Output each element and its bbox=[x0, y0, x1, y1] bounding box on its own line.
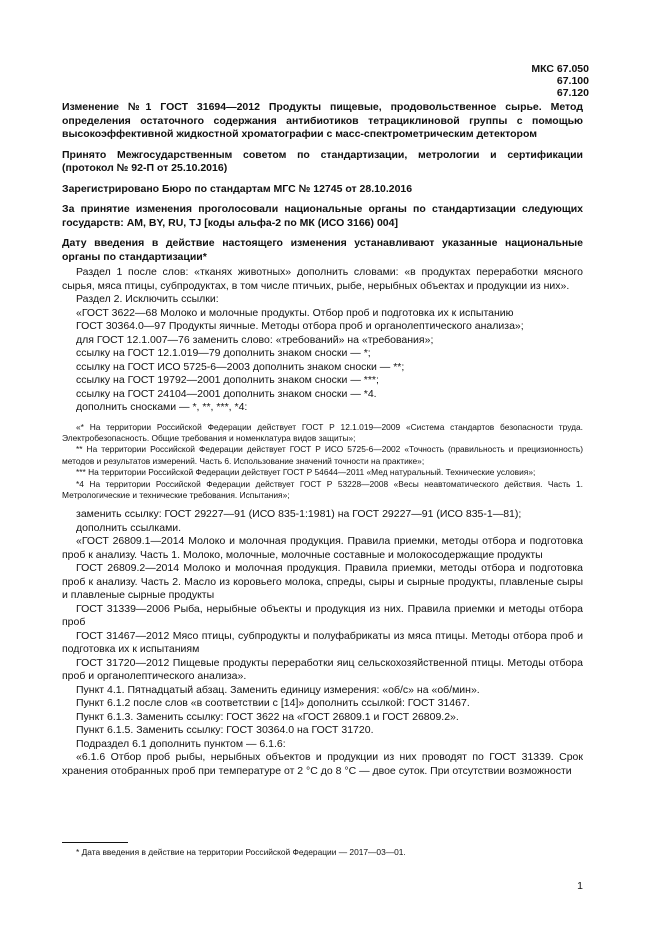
paragraph: Пункт 6.1.2 после слов «в соответствии с [14]» дополнить ссылкой: ГОСТ 31467. bbox=[76, 697, 470, 710]
inline-footnotes bbox=[62, 422, 583, 502]
mks-code: МКС 67.050 bbox=[531, 63, 589, 75]
mks-code: 67.100 bbox=[556, 75, 589, 87]
page-footnote: * Дата введения в действие на территории Российской Федерации — 2017—03—01. bbox=[76, 847, 406, 857]
paragraph: ссылку на ГОСТ 24104—2001 дополнить знаком сноски — *4. bbox=[76, 387, 377, 400]
paragraph: дополнить ссылками. bbox=[76, 521, 182, 534]
registration-statement: Зарегистрировано Бюро по стандартам МГС № 12745 от 28.10.2016 bbox=[62, 182, 413, 195]
classification-codes bbox=[531, 63, 589, 99]
introduction-date-statement: Дату введения в действие настоящего изменения устанавливают указанные национальные органы по стандартизации* bbox=[62, 237, 583, 263]
paragraph: Пункт 4.1. Пятнадцатый абзац. Заменить единицу измерения: «об/с» на «об/мин». bbox=[76, 683, 480, 696]
paragraph: «ГОСТ 26809.1—2014 Молоко и молочная продукция. Правила приемки, методы отбора и подготовка проб к анализу. Часть 1. Молоко, молочные, молочные составные и молокосодержащие продукты bbox=[62, 535, 583, 561]
adopted-statement: Принято Межгосударственным советом по стандартизации, метрологии и сертификации (протокол № 92-П от 25.10.2016) bbox=[62, 148, 583, 174]
paragraph: дополнить сносками — *, **, ***, *4: bbox=[76, 401, 248, 413]
paragraph: ГОСТ 26809.2—2014 Молоко и молочная продукция. Правила приемки, методы отбора и подготовка проб к анализу. Часть 2. Масло из коровьего молока, спреды, сыры и сырные продукты, плавленые сыры и плавленые сырные продукты bbox=[62, 562, 583, 602]
mks-code: 67.120 bbox=[556, 87, 589, 99]
paragraph: ГОСТ 30364.0—97 Продукты яичные. Методы отбора проб и органолептического анализа»; bbox=[76, 320, 524, 332]
footnote-divider bbox=[62, 842, 128, 843]
paragraph: Раздел 2. Исключить ссылки: bbox=[76, 293, 219, 305]
voting-statement: За принятие изменения проголосовали национальные органы по стандартизации следующих государств: AM, BY, RU, TJ [коды альфа-2 по МК (ИСО 3166) 004] bbox=[62, 203, 583, 229]
paragraph: ГОСТ 31720—2012 Пищевые продукты переработки яиц сельскохозяйственной птицы. Методы отбора проб и органолептического анализа». bbox=[62, 656, 583, 683]
inline-footnote: *** На территории Российской Федерации действует ГОСТ Р 54644—2011 «Мед натуральный. Технические условия»; bbox=[76, 467, 536, 478]
paragraph: ссылку на ГОСТ 12.1.019—79 дополнить знаком сноски — *; bbox=[76, 347, 371, 359]
inline-footnote: «* На территории Российской Федерации действует ГОСТ Р 12.1.019—2009 «Система стандартов безопасности труда. Электробезопасность. Общие требования и номенклатура видов защиты»; bbox=[62, 421, 583, 443]
paragraph: для ГОСТ 12.1.007—76 заменить слово: «требований» на «требования»; bbox=[76, 333, 434, 346]
page-number: 1 bbox=[577, 880, 583, 892]
paragraph: ГОСТ 31467—2012 Мясо птицы, субпродукты и полуфабрикаты из мяса птицы. Методы отбора проб и подготовка их к испытаниям bbox=[62, 629, 583, 656]
paragraph: ссылку на ГОСТ 19792—2001 дополнить знаком сноски — ***; bbox=[76, 374, 379, 386]
inline-footnote: ** На территории Российской Федерации действует ГОСТ Р ИСО 5725-6—2002 «Точность (правильность и прецизионность) методов и результатов измерений. Часть 6. Использование значений точности на практике»; bbox=[62, 444, 583, 466]
paragraph: Пункт 6.1.3. Заменить ссылку: ГОСТ 3622 на «ГОСТ 26809.1 и ГОСТ 26809.2». bbox=[76, 710, 459, 723]
document-body bbox=[62, 101, 583, 778]
paragraph: Подраздел 6.1 дополнить пунктом — 6.1.6: bbox=[76, 737, 286, 750]
paragraph: «ГОСТ 3622—68 Молоко и молочные продукты. Отбор проб и подготовка их к испытанию bbox=[76, 306, 514, 319]
paragraph: Раздел 1 после слов: «тканях животных» дополнить словами: «в продуктах переработки мясного сырья, мяса птицы, субпродуктах, в том числе птичьих, рыбе, нерыбных объектах и продукции из них». bbox=[62, 266, 583, 292]
paragraph: «6.1.6 Отбор проб рыбы, нерыбных объектов и продукции из них проводят по ГОСТ 31339. Срок хранения отобранных проб при температуре от 2 °С до 8 °С — двое суток. При отсутствии возможности bbox=[62, 751, 583, 777]
paragraph: ссылку на ГОСТ ИСО 5725-6—2003 дополнить знаком сноски — **; bbox=[76, 360, 405, 373]
paragraph: Пункт 6.1.5. Заменить ссылку: ГОСТ 30364.0 на ГОСТ 31720. bbox=[76, 724, 374, 737]
amendment-title: Изменение №1 ГОСТ 31694—2012 Продукты пищевые, продовольственное сырье. Метод определения остаточного содержания антибиотиков тетрациклиновой группы с помощью высокоэффективной жидкостной хроматографии с масс-спектрометрическим детектором bbox=[62, 101, 583, 140]
paragraph: заменить ссылку: ГОСТ 29227—91 (ИСО 835-1:1981) на ГОСТ 29227—91 (ИСО 835-1—81); bbox=[76, 508, 522, 521]
inline-footnote: *4 На территории Российской Федерации действует ГОСТ Р 53228—2008 «Весы неавтоматического действия. Часть 1. Метрологические и технические требования. Испытания»; bbox=[62, 478, 583, 500]
paragraph: ГОСТ 31339—2006 Рыба, нерыбные объекты и продукция из них. Правила приемки и методы отбора проб bbox=[62, 602, 583, 629]
